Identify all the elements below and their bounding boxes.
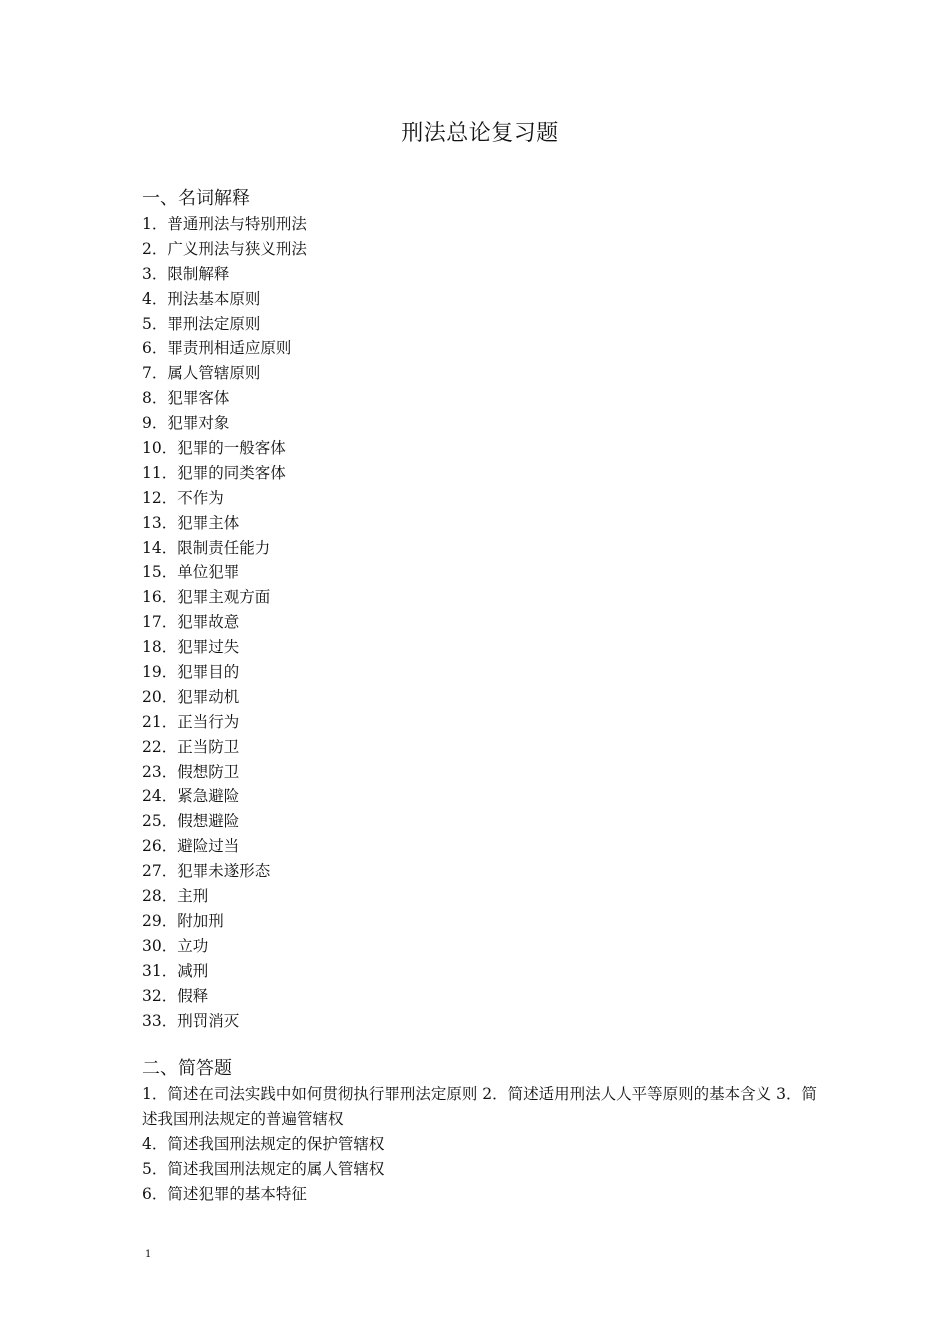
list-item: 12．不作为 [142, 488, 224, 507]
list-item: 11．犯罪的同类客体 [142, 463, 286, 482]
section-short-answer [142, 1056, 822, 1207]
list-item: 5．简述我国刑法规定的属人管辖权 [142, 1159, 385, 1178]
list-item: 1．普通刑法与特别刑法 [142, 215, 307, 233]
list-item: 24．紧急避险 [142, 787, 240, 806]
list-item: 22．正当防卫 [142, 737, 240, 756]
list-item: 25．假想避险 [142, 812, 240, 831]
list-item: 31．减刑 [142, 961, 209, 980]
list-item: 19．犯罪目的 [142, 663, 240, 682]
term-list [142, 212, 822, 1033]
list-item: 10．犯罪的一般客体 [142, 439, 286, 458]
section-heading-short-answer: 二、简答题 [142, 1058, 232, 1079]
list-item: 29．附加刑 [142, 911, 224, 930]
list-item: 14．限制责任能力 [142, 538, 271, 557]
list-item: 4．简述我国刑法规定的保护管辖权 [142, 1134, 385, 1153]
question-list [142, 1082, 822, 1207]
list-item: 32．假释 [142, 986, 209, 1005]
list-item: 2．广义刑法与狭义刑法 [142, 239, 307, 258]
list-item: 30．立功 [142, 936, 209, 955]
list-item: 1．简述在司法实践中如何贯彻执行罪刑法定原则 2．简述适用刑法人人平等原则的基本含义 3．简述我国刑法规定的普遍管辖权 [142, 1085, 817, 1128]
list-item: 9．犯罪对象 [142, 414, 230, 433]
list-item: 33．刑罚消灭 [142, 1011, 240, 1030]
list-item: 7．属人管辖原则 [142, 364, 261, 383]
list-item: 3．限制解释 [142, 264, 230, 283]
list-item: 8．犯罪客体 [142, 389, 230, 408]
list-item: 13．犯罪主体 [142, 513, 240, 532]
list-item: 18．犯罪过失 [142, 638, 240, 657]
document-title: 刑法总论复习题 [401, 121, 559, 146]
list-item: 16．犯罪主观方面 [142, 588, 271, 607]
list-item: 23．假想防卫 [142, 762, 240, 781]
list-item: 27．犯罪未遂形态 [142, 862, 271, 881]
list-item: 17．犯罪故意 [142, 613, 240, 632]
list-item: 6．罪责刑相适应原则 [142, 339, 292, 358]
list-item: 21．正当行为 [142, 712, 240, 731]
list-item: 6．简述犯罪的基本特征 [142, 1184, 307, 1203]
list-item: 20．犯罪动机 [142, 687, 240, 706]
list-item: 5．罪刑法定原则 [142, 314, 261, 333]
section-term-explanation [142, 186, 822, 1033]
list-item: 15．单位犯罪 [142, 563, 240, 582]
section-heading-terms: 一、名词解释 [142, 188, 250, 209]
list-item: 4．刑法基本原则 [142, 289, 261, 308]
list-item: 28．主刑 [142, 887, 209, 906]
page-number: 1 [145, 1249, 152, 1260]
list-item: 26．避险过当 [142, 837, 240, 856]
